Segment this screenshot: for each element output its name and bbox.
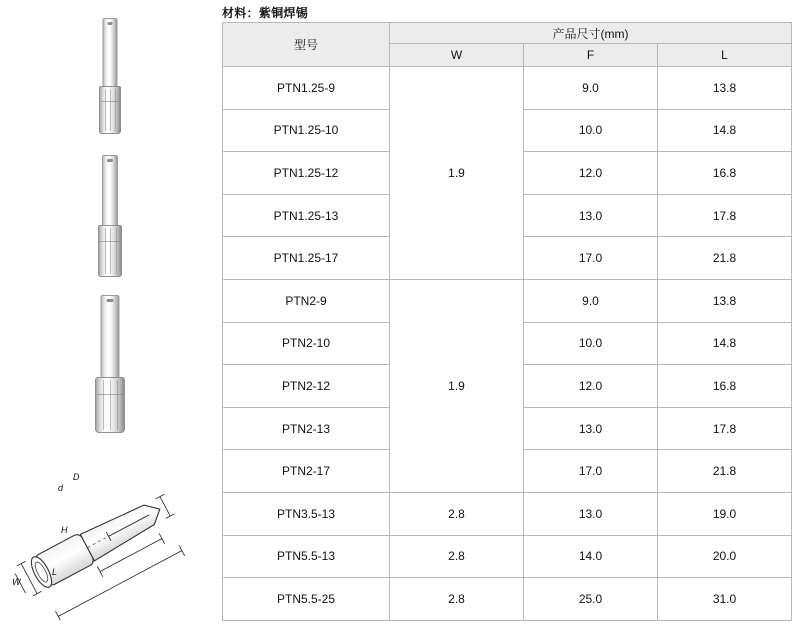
cell-model: PTN3.5-13 (223, 492, 390, 535)
cell-model: PTN2-9 (223, 279, 390, 322)
cell-l: 16.8 (658, 152, 792, 195)
cell-model: PTN5.5-13 (223, 535, 390, 578)
schematic-label-L: L (52, 567, 58, 577)
cell-w: 2.8 (390, 535, 524, 578)
cell-l: 13.8 (658, 67, 792, 110)
cell-model: PTN1.25-13 (223, 194, 390, 237)
cell-f: 13.0 (524, 492, 658, 535)
schematic-label-d: d (58, 483, 64, 493)
cell-l: 31.0 (658, 578, 792, 621)
cell-w: 1.9 (390, 67, 524, 280)
cell-model: PTN5.5-25 (223, 578, 390, 621)
cell-model: PTN1.25-12 (223, 152, 390, 195)
cell-model: PTN2-13 (223, 407, 390, 450)
product-photo-ptn2 (83, 155, 137, 280)
schematic-label-D: D (73, 472, 80, 482)
cell-f: 13.0 (524, 194, 658, 237)
cell-l: 14.8 (658, 322, 792, 365)
cell-model: PTN1.25-9 (223, 67, 390, 110)
table-row (223, 67, 792, 110)
cell-f: 13.0 (524, 407, 658, 450)
product-photo-ptn1-25 (85, 18, 135, 138)
header-dimensions-group: 产品尺寸(mm) (390, 23, 792, 44)
cell-f: 14.0 (524, 535, 658, 578)
cell-f: 17.0 (524, 450, 658, 493)
dimension-schematic (6, 455, 216, 620)
schematic-label-H: H (61, 525, 68, 535)
table-row (223, 535, 792, 578)
header-f: F (524, 44, 658, 67)
cell-f: 10.0 (524, 322, 658, 365)
cell-f: 9.0 (524, 279, 658, 322)
cell-l: 21.8 (658, 237, 792, 280)
spec-table-body (223, 67, 792, 621)
cell-f: 9.0 (524, 67, 658, 110)
cell-w: 2.8 (390, 578, 524, 621)
cell-w: 2.8 (390, 492, 524, 535)
cell-f: 10.0 (524, 109, 658, 152)
cell-l: 16.8 (658, 365, 792, 408)
cell-f: 12.0 (524, 152, 658, 195)
header-model: 型号 (223, 23, 390, 67)
material-label: 材料：紫铜焊锡 (222, 6, 309, 20)
cell-l: 19.0 (658, 492, 792, 535)
cell-model: PTN2-10 (223, 322, 390, 365)
cell-l: 17.8 (658, 194, 792, 237)
cell-f: 17.0 (524, 237, 658, 280)
cell-f: 12.0 (524, 365, 658, 408)
cell-l: 21.8 (658, 450, 792, 493)
product-images-column (0, 0, 222, 631)
spec-table-head (223, 23, 792, 67)
table-row (223, 578, 792, 621)
table-row (223, 279, 792, 322)
spec-table-wrapper (222, 22, 792, 621)
schematic-svg (6, 455, 216, 620)
schematic-label-W: W (12, 577, 21, 587)
header-l: L (658, 44, 792, 67)
product-photo-ptn5-5 (80, 295, 140, 435)
table-row (223, 492, 792, 535)
cell-l: 17.8 (658, 407, 792, 450)
header-w: W (390, 44, 524, 67)
cell-model: PTN2-12 (223, 365, 390, 408)
spec-table (222, 22, 792, 621)
cell-f: 25.0 (524, 578, 658, 621)
cell-l: 20.0 (658, 535, 792, 578)
cell-l: 14.8 (658, 109, 792, 152)
table-header-row-1 (223, 23, 792, 44)
cell-l: 13.8 (658, 279, 792, 322)
cell-model: PTN1.25-17 (223, 237, 390, 280)
cell-model: PTN2-17 (223, 450, 390, 493)
cell-w: 1.9 (390, 279, 524, 492)
cell-model: PTN1.25-10 (223, 109, 390, 152)
